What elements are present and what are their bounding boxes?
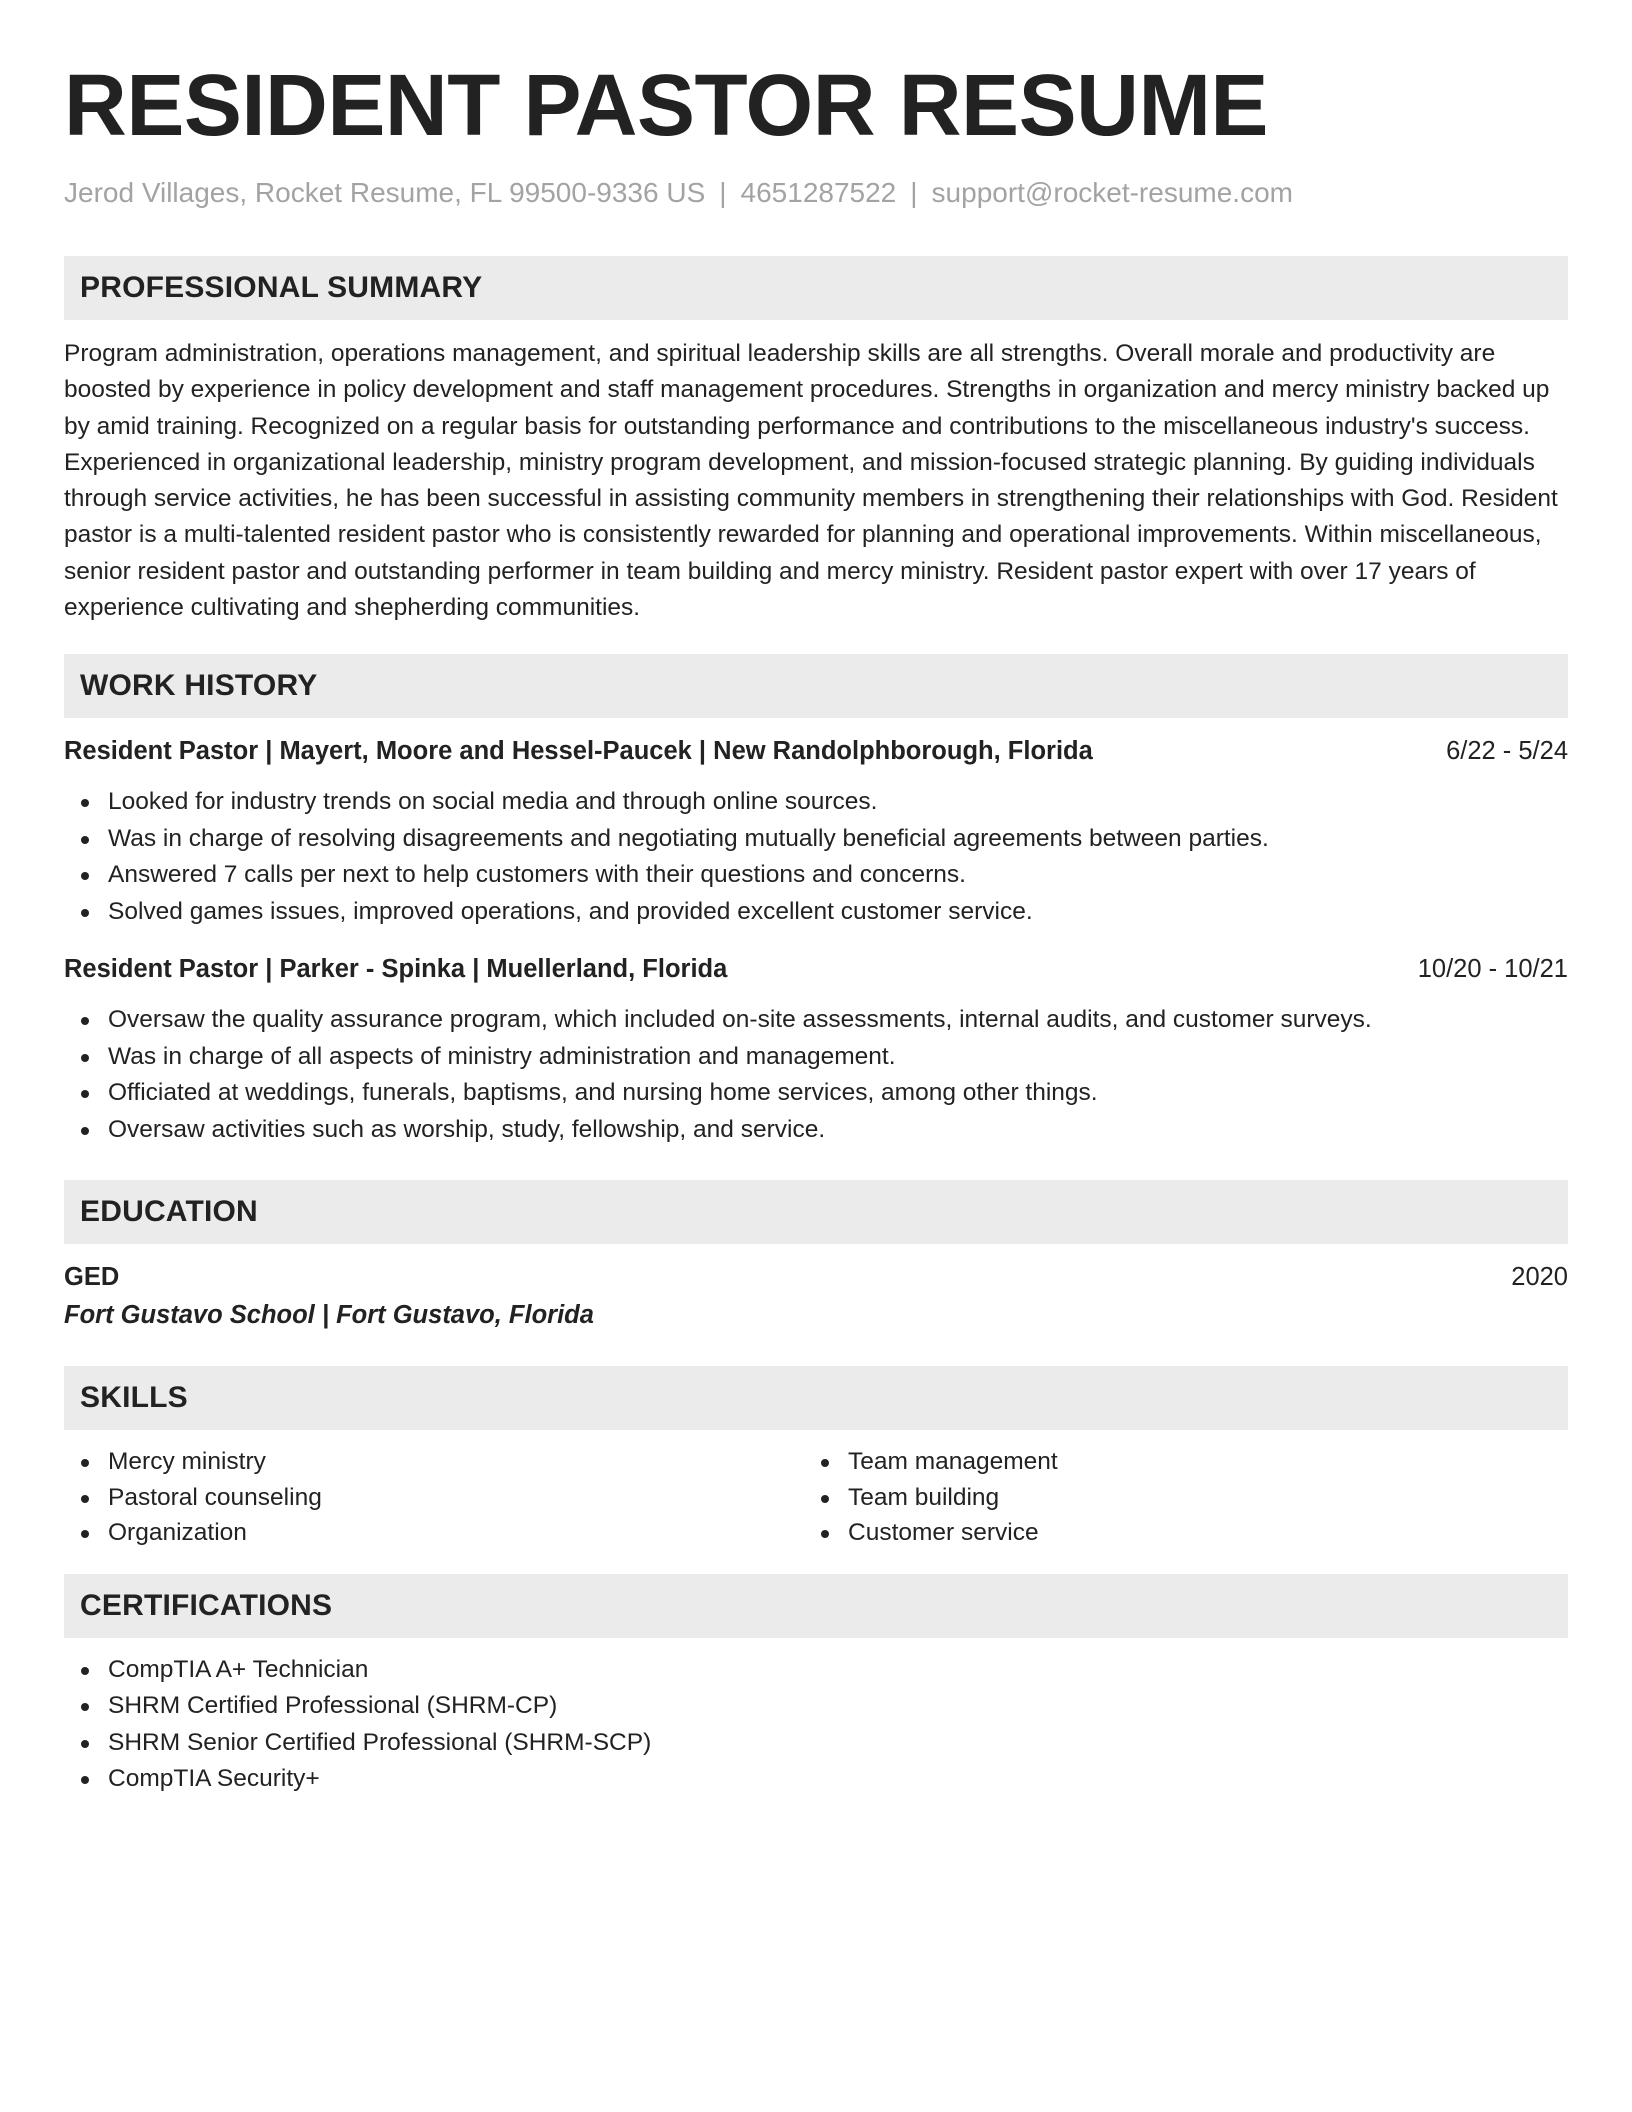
job-dates: 6/22 - 5/24: [1446, 737, 1568, 766]
job-bullet: Solved games issues, improved operations, and provided excellent customer service.: [64, 894, 1568, 931]
skill-item: Customer service: [804, 1515, 1544, 1551]
section-header-education: EDUCATION: [64, 1180, 1568, 1244]
job-bullet: Oversaw activities such as worship, study, fellowship, and service.: [64, 1112, 1568, 1149]
job-entry: [64, 952, 1568, 1148]
job-entry: [64, 734, 1568, 930]
education-header: [64, 1260, 1568, 1294]
job-bullet: Was in charge of all aspects of ministry administration and management.: [64, 1039, 1568, 1076]
job-bullet: Officiated at weddings, funerals, baptisms, and nursing home services, among other things.: [64, 1075, 1568, 1112]
skill-item: Team building: [804, 1480, 1544, 1516]
job-bullet-list: [64, 1002, 1568, 1148]
certifications-list: [64, 1652, 1568, 1798]
education-degree: GED: [64, 1263, 120, 1292]
contact-phone: 4651287522: [740, 177, 897, 208]
section-header-certifications: CERTIFICATIONS: [64, 1574, 1568, 1638]
certification-item: CompTIA A+ Technician: [64, 1652, 1568, 1689]
skill-item: Team management: [804, 1444, 1544, 1480]
job-title: Resident Pastor | Mayert, Moore and Hessel-Paucek | New Randolphborough, Florida: [64, 737, 1093, 766]
job-bullet: Answered 7 calls per next to help customers with their questions and concerns.: [64, 857, 1568, 894]
contact-address: Jerod Villages, Rocket Resume, FL 99500-9336 US: [64, 177, 706, 208]
certification-item: SHRM Certified Professional (SHRM-CP): [64, 1688, 1568, 1725]
job-header: [64, 734, 1568, 768]
job-header: [64, 952, 1568, 986]
skill-item: Organization: [64, 1515, 804, 1551]
job-bullet: Oversaw the quality assurance program, which included on-site assessments, internal audits, and customer surveys.: [64, 1002, 1568, 1039]
education-entry: [64, 1260, 1568, 1332]
resume-title: RESIDENT PASTOR RESUME: [64, 57, 1268, 154]
education-school: Fort Gustavo School | Fort Gustavo, Florida: [64, 1301, 594, 1330]
skills-grid: [64, 1444, 1568, 1551]
certification-item: SHRM Senior Certified Professional (SHRM-SCP): [64, 1725, 1568, 1762]
section-header-summary: PROFESSIONAL SUMMARY: [64, 256, 1568, 320]
contact-separator: |: [719, 177, 727, 208]
contact-email: support@rocket-resume.com: [931, 177, 1293, 208]
skill-item: Mercy ministry: [64, 1444, 804, 1480]
skill-item: Pastoral counseling: [64, 1480, 804, 1516]
section-header-skills: SKILLS: [64, 1366, 1568, 1430]
contact-line: [64, 176, 1568, 210]
job-dates: 10/20 - 10/21: [1417, 955, 1568, 984]
summary-text: Program administration, operations management, and spiritual leadership skills are all strengths. Overall morale and productivity are boosted by experience in policy development and staff management procedures. Strengths in organization and mercy ministry backed up by amid training. Recognized on a regular basis for outstanding performance and contributions to the miscellaneous industry's success. Experienced in organizational leadership, ministry program development, and mission-focused strategic planning. By guiding individuals through service activities, he has been successful in assisting community members in strengthening their relationships with God. Resident pastor is a multi-talented resident pastor who is consistently rewarded for planning and operational improvements. Within miscellaneous, senior resident pastor and outstanding performer in team building and mercy ministry. Resident pastor expert with over 17 years of experience cultivating and shepherding communities.: [64, 340, 1558, 622]
section-header-work-history: WORK HISTORY: [64, 654, 1568, 718]
skills-list-left: [64, 1444, 804, 1551]
certification-item: CompTIA Security+: [64, 1761, 1568, 1798]
job-bullet: Looked for industry trends on social media and through online sources.: [64, 784, 1568, 821]
education-year: 2020: [1511, 1263, 1568, 1292]
skills-list-right: [804, 1444, 1544, 1551]
contact-separator: |: [910, 177, 918, 208]
job-title: Resident Pastor | Parker - Spinka | Muellerland, Florida: [64, 955, 728, 984]
job-bullet-list: [64, 784, 1568, 930]
job-bullet: Was in charge of resolving disagreements and negotiating mutually beneficial agreements between parties.: [64, 821, 1568, 858]
